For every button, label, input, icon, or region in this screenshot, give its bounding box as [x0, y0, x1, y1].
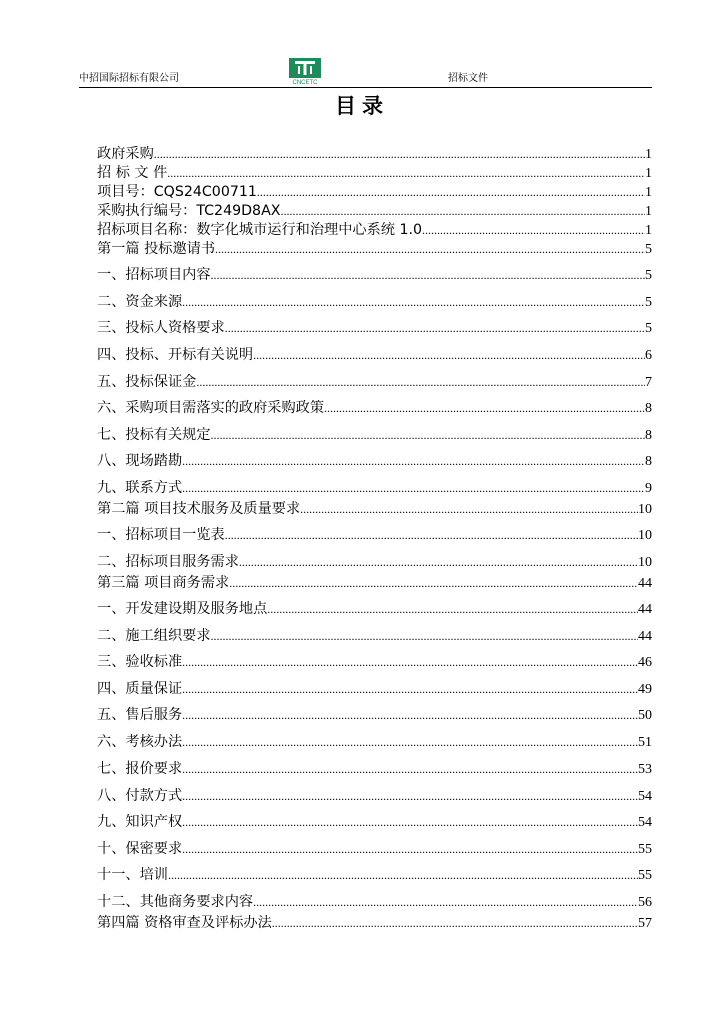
toc-entry-label: 七、投标有关规定	[97, 427, 211, 443]
toc-entry-label: 一、招标项目一览表	[97, 527, 225, 543]
toc-entry[interactable]	[97, 526, 652, 544]
toc-entry-label: 三、投标人资格要求	[97, 320, 225, 336]
toc-entry-label: 十二、其他商务要求内容	[97, 894, 254, 910]
company-name: 中招国际招标有限公司	[79, 73, 179, 84]
toc-entry-label: 第二篇 项目技术服务及质量要求	[97, 501, 301, 517]
toc-entry-page: 10	[638, 555, 652, 570]
toc-leader-dots	[182, 760, 638, 778]
toc-entry-label: 三、验收标准	[97, 654, 183, 670]
toc-entry-label: 九、联系方式	[97, 480, 183, 496]
toc-leader-dots	[182, 653, 638, 671]
toc-entry-label: 四、质量保证	[97, 681, 183, 697]
toc-entry-label: 十一、培训	[97, 867, 168, 883]
toc-entry[interactable]	[97, 500, 652, 518]
toc-entry-label: 八、付款方式	[97, 788, 183, 804]
toc-entry-page: 5	[645, 242, 652, 257]
toc-entry-label: 一、招标项目内容	[97, 267, 211, 283]
toc-leader-dots	[182, 813, 638, 831]
toc-leader-dots	[422, 221, 645, 239]
toc-entry[interactable]	[97, 452, 652, 470]
toc-entry-label: 五、投标保证金	[97, 374, 197, 390]
toc-entry-label: 政府采购	[97, 146, 154, 162]
company-logo-icon	[289, 58, 321, 85]
toc-leader-dots	[211, 627, 638, 645]
toc-entry-label: 六、采购项目需落实的政府采购政策	[97, 400, 325, 416]
toc-leader-dots	[253, 893, 638, 911]
toc-leader-dots	[182, 840, 638, 858]
toc-leader-dots	[215, 240, 645, 258]
toc-entry[interactable]	[97, 346, 652, 364]
toc-entry-page: 1	[645, 185, 652, 200]
toc-entry-page: 6	[645, 348, 652, 363]
toc-entry-page: 8	[645, 454, 652, 469]
toc-entry-page: 54	[638, 815, 652, 830]
toc-entry-label: 招标项目名称：数字化城市运行和治理中心系统 1.0	[97, 222, 423, 238]
toc-entry-label: 九、知识产权	[97, 814, 183, 830]
toc-entry[interactable]	[97, 202, 652, 220]
toc-entry[interactable]	[97, 914, 652, 932]
toc-leader-dots	[300, 500, 638, 518]
toc-entry[interactable]	[97, 479, 652, 497]
toc-entry[interactable]	[97, 866, 652, 884]
toc-entry-page: 5	[645, 321, 652, 336]
toc-entry-page: 8	[645, 401, 652, 416]
toc-entry-page: 1	[645, 147, 652, 162]
toc-entry-label: 七、报价要求	[97, 761, 183, 777]
toc-entry[interactable]	[97, 373, 652, 391]
toc-entry[interactable]	[97, 319, 652, 337]
toc-entry-label: 第一篇 投标邀请书	[97, 241, 216, 257]
toc-leader-dots	[211, 426, 645, 444]
toc-entry-label: 五、售后服务	[97, 707, 183, 723]
toc-entry-page: 1	[645, 204, 652, 219]
toc-entry[interactable]	[97, 680, 652, 698]
toc-entry[interactable]	[97, 840, 652, 858]
toc-entry-page: 5	[645, 295, 652, 310]
toc-entry-label: 第四篇 资格审查及评标办法	[97, 915, 272, 931]
toc-entry[interactable]	[97, 787, 652, 805]
toc-leader-dots	[324, 399, 645, 417]
toc-entry[interactable]	[97, 574, 652, 592]
toc-leader-dots	[272, 914, 638, 932]
toc-entry-label: 二、资金来源	[97, 294, 183, 310]
toc-entry[interactable]	[97, 706, 652, 724]
toc-entry[interactable]	[97, 145, 652, 163]
toc-entry-page: 9	[645, 481, 652, 496]
toc-leader-dots	[281, 202, 645, 220]
toc-entry[interactable]	[97, 653, 652, 671]
toc-entry-page: 5	[645, 268, 652, 283]
toc-entry-label: 二、施工组织要求	[97, 628, 211, 644]
toc-entry-page: 44	[638, 576, 652, 591]
toc-leader-dots	[225, 319, 645, 337]
toc-entry-label: 十、保密要求	[97, 841, 183, 857]
toc-entry-page: 8	[645, 428, 652, 443]
toc-leader-dots	[182, 706, 638, 724]
toc-leader-dots	[257, 183, 645, 201]
toc-entry-page: 10	[638, 528, 652, 543]
toc-leader-dots	[253, 346, 645, 364]
toc-entry-page: 7	[645, 375, 652, 390]
toc-leader-dots	[182, 787, 638, 805]
toc-entry-label: 八、现场踏勘	[97, 453, 183, 469]
toc-entry-page: 55	[638, 868, 652, 883]
toc-entry[interactable]	[97, 893, 652, 911]
toc-entry[interactable]	[97, 183, 652, 201]
toc-entry[interactable]	[97, 760, 652, 778]
toc-entry-page: 50	[638, 708, 652, 723]
toc-entry-label: 项目号：CQS24C00711	[97, 184, 257, 200]
toc-entry-label: 第三篇 项目商务需求	[97, 575, 230, 591]
toc-entry[interactable]	[97, 426, 652, 444]
toc-entry-page: 10	[638, 502, 652, 517]
document-type: 招标文件	[448, 73, 488, 84]
toc-leader-dots	[229, 574, 638, 592]
toc-leader-dots	[239, 553, 638, 571]
toc-entry[interactable]	[97, 399, 652, 417]
toc-entry[interactable]	[97, 221, 652, 239]
toc-leader-dots	[168, 866, 638, 884]
toc-entry-page: 1	[645, 166, 652, 181]
toc-entry-page: 1	[645, 223, 652, 238]
toc-leader-dots	[225, 526, 638, 544]
toc-entry-page: 49	[638, 682, 652, 697]
toc-leader-dots	[154, 145, 645, 163]
toc-leader-dots	[196, 373, 645, 391]
toc-leader-dots	[211, 266, 645, 284]
toc-entry-page: 51	[638, 735, 652, 750]
toc-entry-page: 55	[638, 842, 652, 857]
toc-entry[interactable]	[97, 240, 652, 258]
toc-entry-label: 四、投标、开标有关说明	[97, 347, 254, 363]
toc-entry-label: 一、开发建设期及服务地点	[97, 601, 268, 617]
toc-entry[interactable]	[97, 553, 652, 571]
toc-entry-label: 招 标 文 件	[97, 165, 168, 181]
toc-entry-page: 54	[638, 789, 652, 804]
toc-entry[interactable]	[97, 600, 652, 618]
toc-entry-label: 采购执行编号：TC249D8AX	[97, 203, 281, 219]
toc-entry-page: 53	[638, 762, 652, 777]
toc-leader-dots	[182, 733, 638, 751]
toc-entry-label: 二、招标项目服务需求	[97, 554, 239, 570]
toc-leader-dots	[182, 293, 645, 311]
toc-entry[interactable]	[97, 266, 652, 284]
toc-entry[interactable]	[97, 733, 652, 751]
toc-entry[interactable]	[97, 164, 652, 182]
toc-entry[interactable]	[97, 813, 652, 831]
toc-entry-page: 57	[638, 916, 652, 931]
toc-entry-page: 44	[638, 602, 652, 617]
toc-entry-page: 44	[638, 629, 652, 644]
toc-entry-page: 46	[638, 655, 652, 670]
toc-leader-dots	[182, 680, 638, 698]
toc-leader-dots	[182, 479, 645, 497]
toc-entry-label: 六、考核办法	[97, 734, 183, 750]
toc-entry[interactable]	[97, 293, 652, 311]
toc-entry[interactable]	[97, 627, 652, 645]
toc-leader-dots	[167, 164, 645, 182]
page-header	[79, 58, 652, 88]
toc-leader-dots	[182, 452, 645, 470]
toc-leader-dots	[267, 600, 638, 618]
logo-text: CNCETC	[292, 80, 318, 85]
page-title: 目录	[335, 94, 389, 118]
toc-entry-page: 56	[638, 895, 652, 910]
